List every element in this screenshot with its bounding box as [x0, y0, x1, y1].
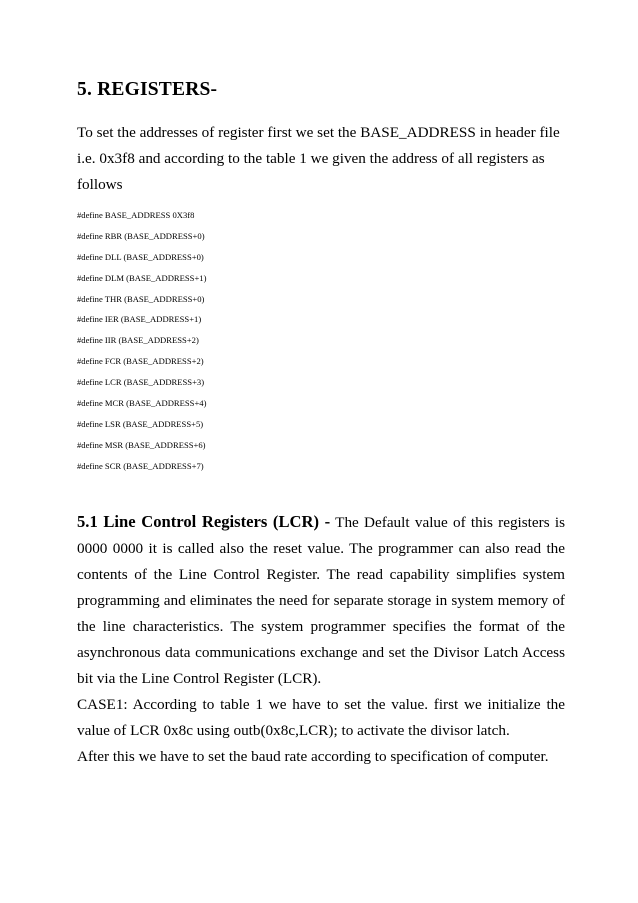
section-heading: 5. REGISTERS- — [77, 79, 218, 100]
define-line: #define MCR (BASE_ADDRESS+4) — [77, 398, 207, 409]
after-paragraph: After this we have to set the baud rate according to specification of computer. — [77, 748, 549, 765]
define-line: #define MSR (BASE_ADDRESS+6) — [77, 439, 206, 450]
define-list — [77, 205, 206, 477]
define-line: #define IIR (BASE_ADDRESS+2) — [77, 335, 199, 346]
define-line: #define RBR (BASE_ADDRESS+0) — [77, 230, 205, 241]
intro-paragraph — [77, 120, 565, 198]
intro-line: To set the addresses of register first we set the BASE_ADDRESS in header file — [77, 124, 560, 141]
lcr-section — [77, 509, 565, 770]
define-line: #define LSR (BASE_ADDRESS+5) — [77, 418, 204, 429]
define-line: #define THR (BASE_ADDRESS+0) — [77, 293, 205, 304]
define-line: #define IER (BASE_ADDRESS+1) — [77, 314, 202, 325]
subsection-heading: 5.1 Line Control Registers (LCR) - — [77, 512, 331, 531]
define-line: #define DLM (BASE_ADDRESS+1) — [77, 272, 207, 283]
define-line: #define SCR (BASE_ADDRESS+7) — [77, 460, 204, 471]
define-line: #define LCR (BASE_ADDRESS+3) — [77, 377, 205, 388]
define-line: #define FCR (BASE_ADDRESS+2) — [77, 356, 204, 367]
intro-line: i.e. 0x3f8 and according to the table 1 we given the address of all registers as — [77, 150, 545, 167]
lcr-body-text: The Default value of this registers is 0000 0000 it is called also the reset value. The programmer can also read the contents of the Line Control Register. The read capability simplifies system programming and eliminates the need for separate storage in system memory of the line characteristics. The system programmer specifies the format of the asynchronous data communications exchange and set the Divisor Latch Access bit via the Line Control Register (LCR). — [77, 514, 565, 687]
intro-line: follows — [77, 176, 123, 193]
define-line: #define DLL (BASE_ADDRESS+0) — [77, 251, 204, 262]
define-line: #define BASE_ADDRESS 0X3f8 — [77, 210, 195, 220]
case1-paragraph: CASE1: According to table 1 we have to set the value. first we initialize the value of LCR 0x8c using outb(0x8c,LCR); to activate the divisor latch. — [77, 696, 565, 739]
lcr-paragraph — [77, 509, 565, 692]
